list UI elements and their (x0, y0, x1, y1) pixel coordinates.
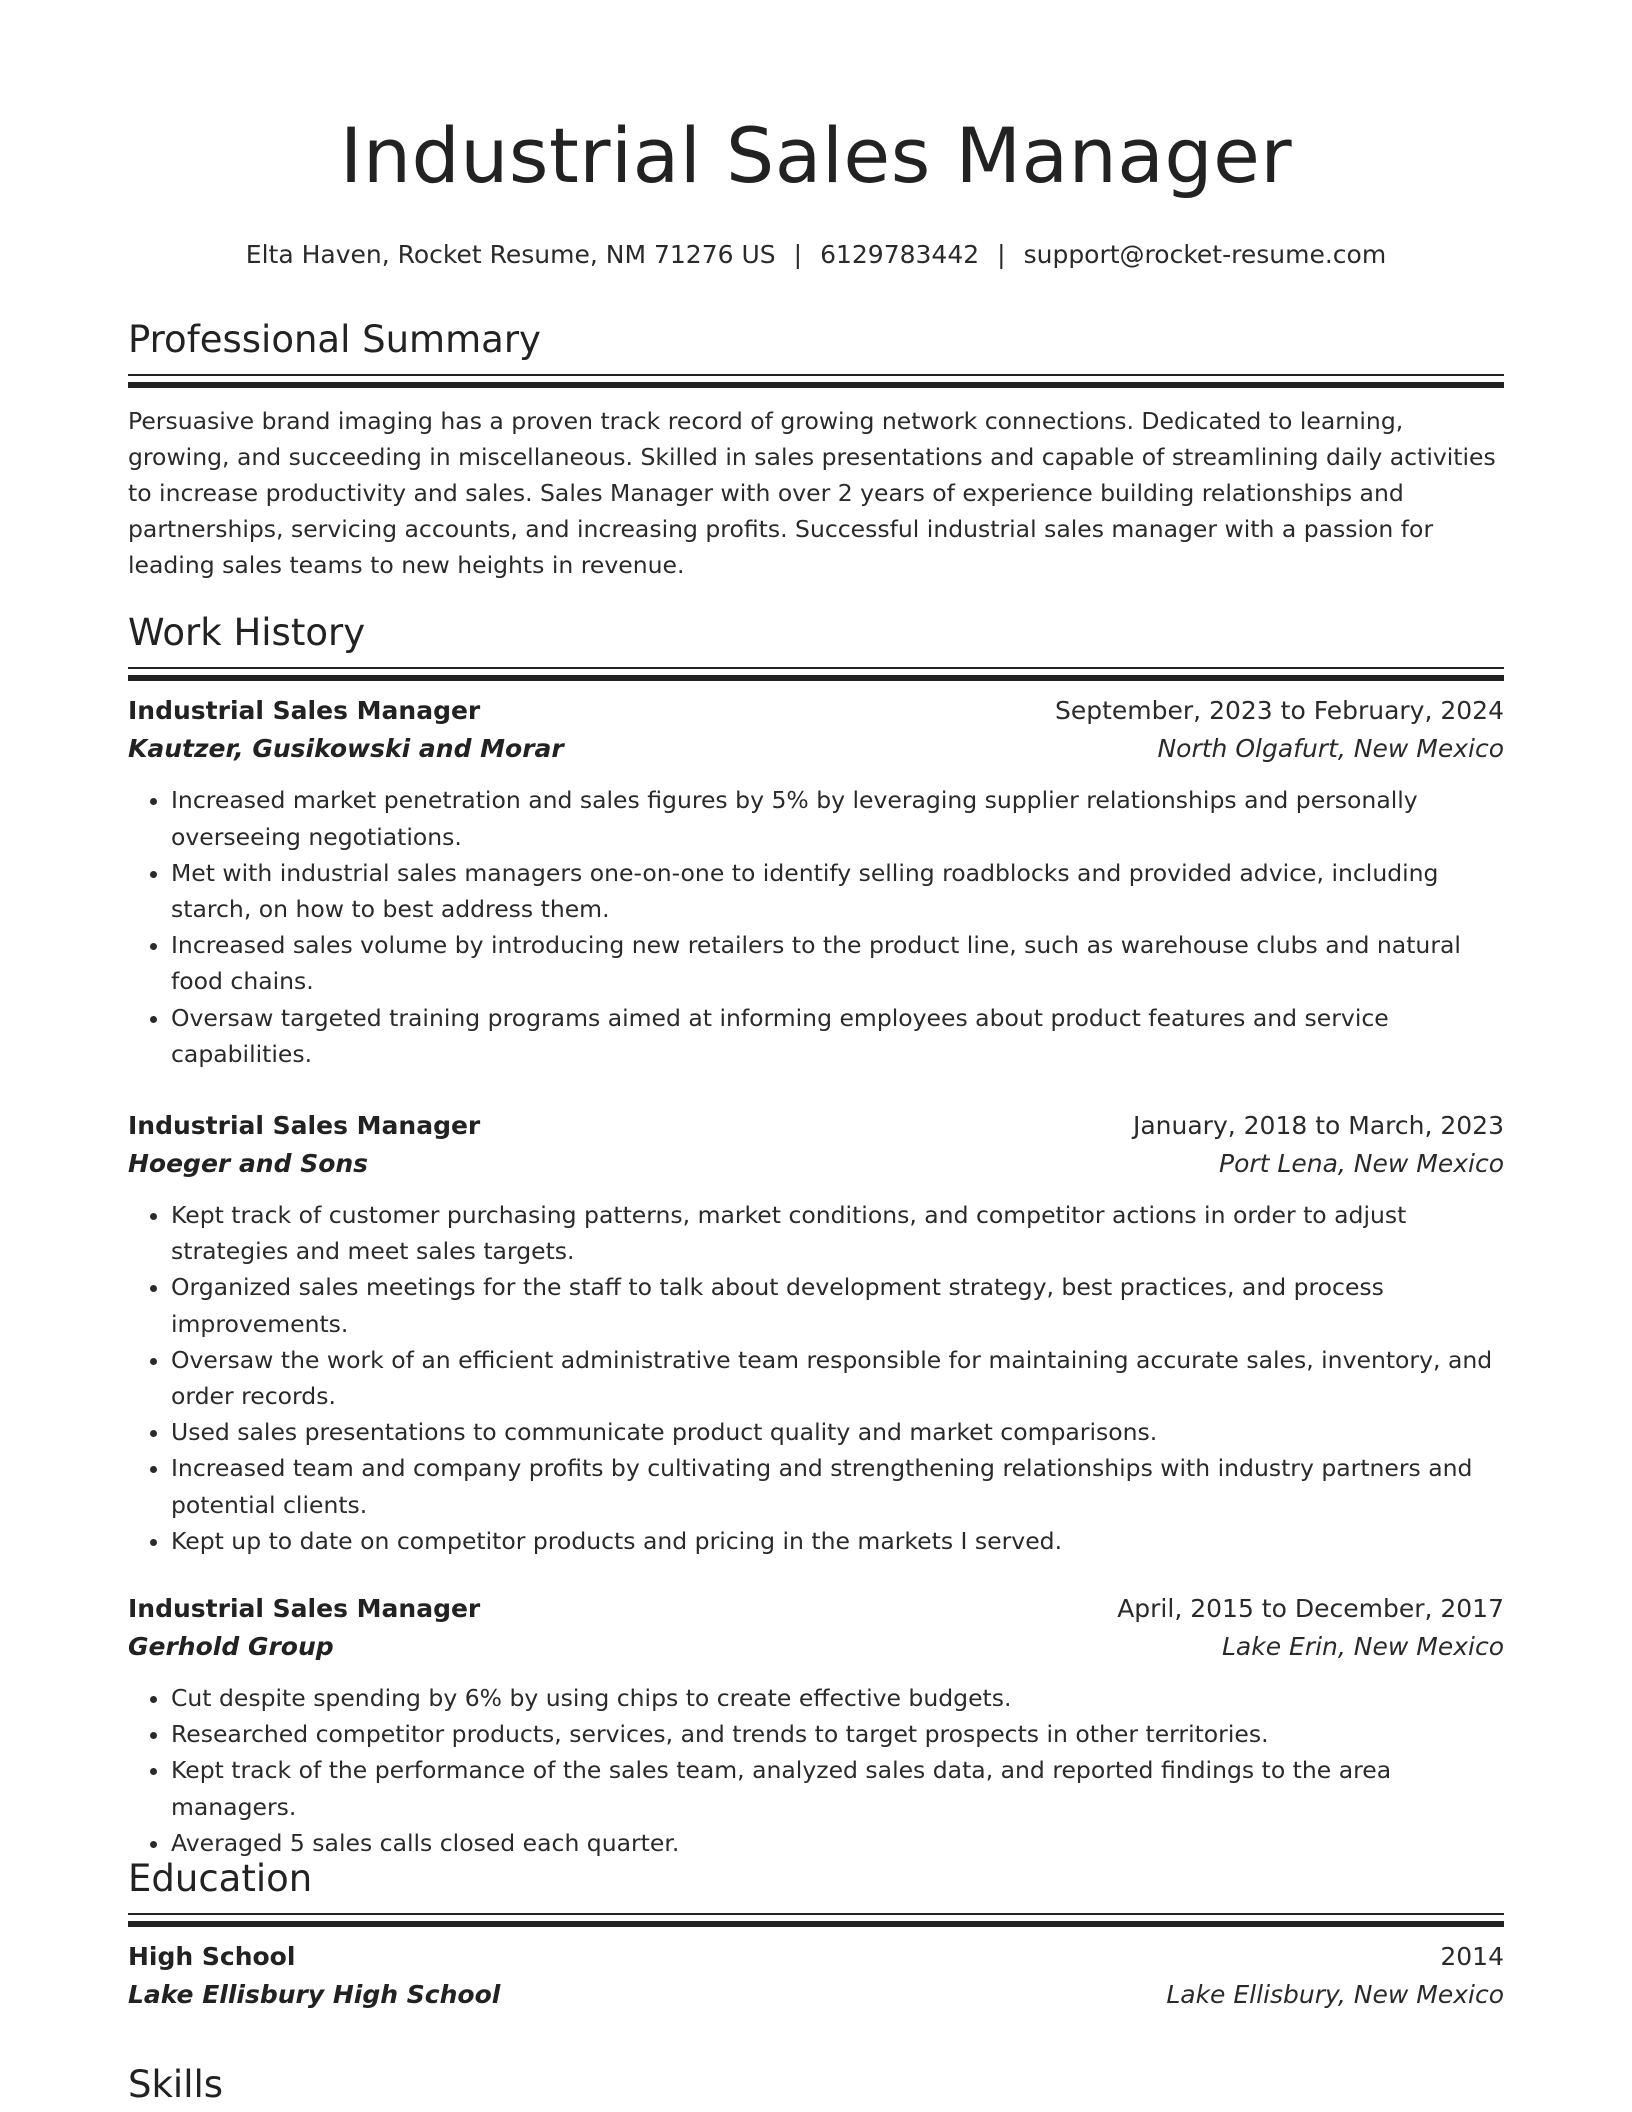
list-item: • Oversaw the work of an efficient administrative team responsible for maintaining accurate sales, inventory, and order records. (171, 1342, 1504, 1414)
education-section (128, 1857, 1504, 2014)
list-item: • Increased market penetration and sales figures by 5% by leveraging supplier relationships and personally overseeing negotiations. (171, 782, 1504, 854)
education-year: 2014 (1440, 1942, 1504, 1972)
list-item: • Increased sales volume by introducing new retailers to the product line, such as warehouse clubs and natural food chains. (171, 927, 1504, 999)
job-title: Industrial Sales Manager (128, 1111, 481, 1140)
summary-text: Persuasive brand imaging has a proven track record of growing network connections. Dedicated to learning, growing, and succeeding in miscellaneous. Skilled in sales presentations and capable of streamlining daily activities to increase productivity and sales. Sales Manager with over 2 years of experience building relationships and partnerships, servicing accounts, and increasing profits. Successful industrial sales manager with a passion for leading sales teams to new heights in revenue. (128, 407, 1496, 580)
list-item: • Researched competitor products, services, and trends to target prospects in other territories. (171, 1716, 1504, 1752)
job-company: Kautzer, Gusikowski and Morar (128, 734, 564, 764)
list-item: • Kept up to date on competitor products and pricing in the markets I served. (171, 1523, 1504, 1559)
section-divider (128, 374, 1504, 389)
list-item: • Oversaw targeted training programs aimed at informing employees about product features and service capabilities. (171, 1000, 1504, 1072)
job-dates: September, 2023 to February, 2024 (1055, 696, 1504, 726)
job-header-row (128, 1590, 1504, 1628)
work-history-section (128, 611, 1504, 1072)
job-header-row (128, 1107, 1504, 1145)
job-company-row (128, 730, 1504, 768)
resume-page (128, 0, 1504, 2112)
job-entry-section (128, 1590, 1504, 1861)
education-school-row (128, 1976, 1504, 2014)
resume-title: Industrial Sales Manager (339, 111, 1293, 200)
list-item: • Kept track of customer purchasing patterns, market conditions, and competitor actions in order to adjust strategies and meet sales targets. (171, 1197, 1504, 1269)
job-company-row (128, 1628, 1504, 1666)
list-item: • Cut despite spending by 6% by using chips to create effective budgets. (171, 1680, 1504, 1716)
job-dates: April, 2015 to December, 2017 (1117, 1594, 1504, 1623)
contact-address: Elta Haven, Rocket Resume, NM 71276 US (245, 240, 776, 269)
list-item: • Met with industrial sales managers one-on-one to identify selling roadblocks and provided advice, including starch, on how to best address them. (171, 855, 1504, 927)
education-header-row (128, 1938, 1504, 1976)
job-company: Hoeger and Sons (128, 1149, 369, 1178)
section-heading-skills: Skills (128, 2063, 224, 2106)
job-header-row (128, 692, 1504, 730)
contact-separator: | (997, 240, 1006, 269)
list-item: • Organized sales meetings for the staff to talk about development strategy, best practices, and process improvements. (171, 1269, 1504, 1341)
job-title: Industrial Sales Manager (128, 696, 481, 726)
job-location: Port Lena, New Mexico (1219, 1149, 1504, 1178)
education-entry (128, 1938, 1504, 2014)
job-bullets (128, 1680, 1504, 1861)
summary-section (128, 318, 1504, 583)
list-item: • Increased team and company profits by cultivating and strengthening relationships with industry partners and potential clients. (171, 1450, 1504, 1522)
job-title: Industrial Sales Manager (128, 1594, 481, 1623)
section-divider (128, 667, 1504, 682)
contact-email: support@rocket-resume.com (1023, 240, 1387, 269)
job-location: North Olgafurt, New Mexico (1157, 734, 1504, 764)
section-heading-work-history: Work History (128, 611, 366, 654)
job-entry-section (128, 1107, 1504, 1559)
contact-phone: 6129783442 (820, 240, 980, 269)
job-bullets (128, 1197, 1504, 1559)
education-location: Lake Ellisbury, New Mexico (1166, 1980, 1504, 2010)
section-heading-summary: Professional Summary (128, 318, 541, 361)
skills-section (128, 2063, 1504, 2107)
contact-line (128, 240, 1504, 270)
list-item: • Used sales presentations to communicate product quality and market comparisons. (171, 1414, 1504, 1450)
education-school: Lake Ellisbury High School (128, 1980, 501, 2010)
job-entry (128, 692, 1504, 1072)
list-item: • Averaged 5 sales calls closed each quarter. (171, 1825, 1504, 1861)
job-company-row (128, 1145, 1504, 1183)
job-bullets (128, 782, 1504, 1072)
job-entry (128, 1590, 1504, 1861)
job-dates: January, 2018 to March, 2023 (1132, 1111, 1504, 1140)
section-divider (128, 1913, 1504, 1928)
contact-separator: | (793, 240, 803, 269)
section-heading-education: Education (128, 1857, 313, 1900)
list-item: • Kept track of the performance of the sales team, analyzed sales data, and reported findings to the area managers. (171, 1752, 1504, 1824)
education-degree: High School (128, 1942, 296, 1972)
job-location: Lake Erin, New Mexico (1221, 1632, 1504, 1661)
job-entry (128, 1107, 1504, 1559)
job-company: Gerhold Group (128, 1632, 334, 1661)
